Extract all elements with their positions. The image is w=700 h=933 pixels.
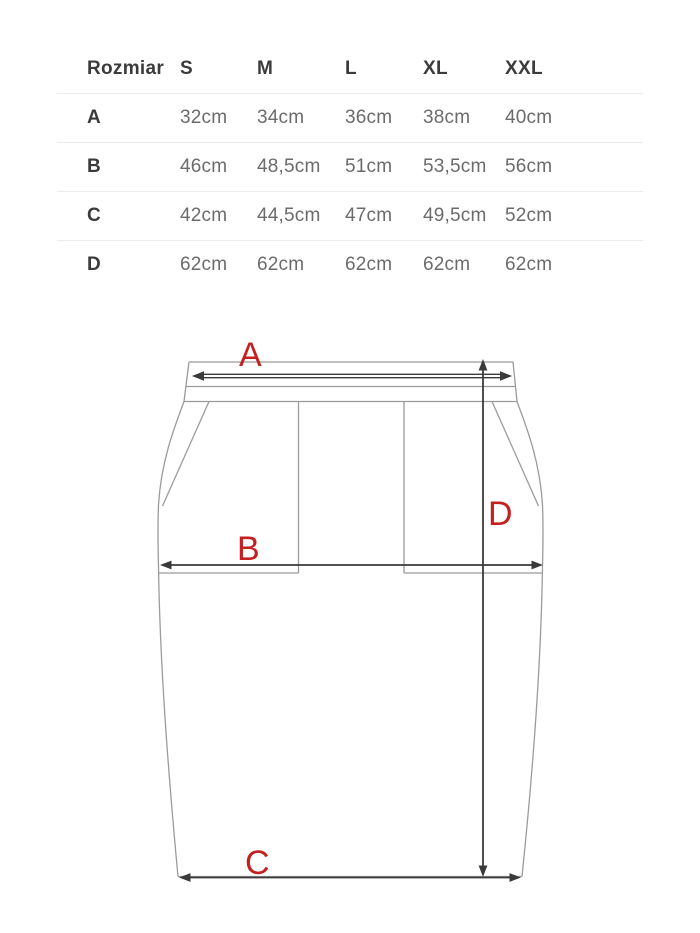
dimension-label-a: A (239, 336, 262, 374)
dimension-label-c: C (245, 844, 270, 882)
row-label: D (87, 254, 102, 275)
dimension-arrow-b (160, 561, 543, 570)
dimension-arrow-c (179, 873, 521, 882)
waistband-right-edge (513, 362, 517, 402)
cell-value: 47cm (345, 205, 393, 226)
cell-value: 34cm (257, 107, 305, 128)
cell-value: 62cm (345, 254, 393, 275)
cell-value: 51cm (345, 156, 393, 177)
col-header-s: S (180, 57, 193, 79)
cell-value: 62cm (257, 254, 305, 275)
row-label: C (87, 205, 102, 226)
cell-value: 62cm (180, 254, 228, 275)
cell-value: 38cm (423, 107, 471, 128)
dimension-arrow-d (479, 359, 488, 877)
cell-value: 42cm (180, 205, 228, 226)
col-header-l: L (345, 57, 357, 79)
cell-value: 32cm (180, 107, 228, 128)
cell-value: 53,5cm (423, 156, 487, 177)
cell-value: 46cm (180, 156, 228, 177)
left-side-seam (158, 402, 184, 877)
waistband-left-edge (184, 362, 189, 402)
right-pocket-opening (492, 402, 539, 507)
cell-value: 62cm (505, 254, 553, 275)
cell-value: 40cm (505, 107, 553, 128)
cell-value: 49,5cm (423, 205, 487, 226)
cell-value: 56cm (505, 156, 553, 177)
cell-value: 52cm (505, 205, 553, 226)
dimension-label-b: B (237, 530, 260, 568)
left-pocket-opening (163, 402, 210, 507)
cell-value: 36cm (345, 107, 393, 128)
cell-value: 48,5cm (257, 156, 321, 177)
col-header-m: M (257, 57, 274, 79)
right-side-seam (517, 402, 543, 877)
row-label: B (87, 156, 102, 177)
cell-value: 44,5cm (257, 205, 321, 226)
cell-value: 62cm (423, 254, 471, 275)
skirt-outline (158, 362, 543, 877)
col-header-xxl: XXL (505, 57, 543, 79)
dimension-arrows (160, 359, 543, 882)
size-table-title: Rozmiar (87, 57, 165, 79)
col-header-xl: XL (423, 57, 448, 79)
dimension-label-d: D (488, 495, 513, 533)
row-label: A (87, 107, 102, 128)
